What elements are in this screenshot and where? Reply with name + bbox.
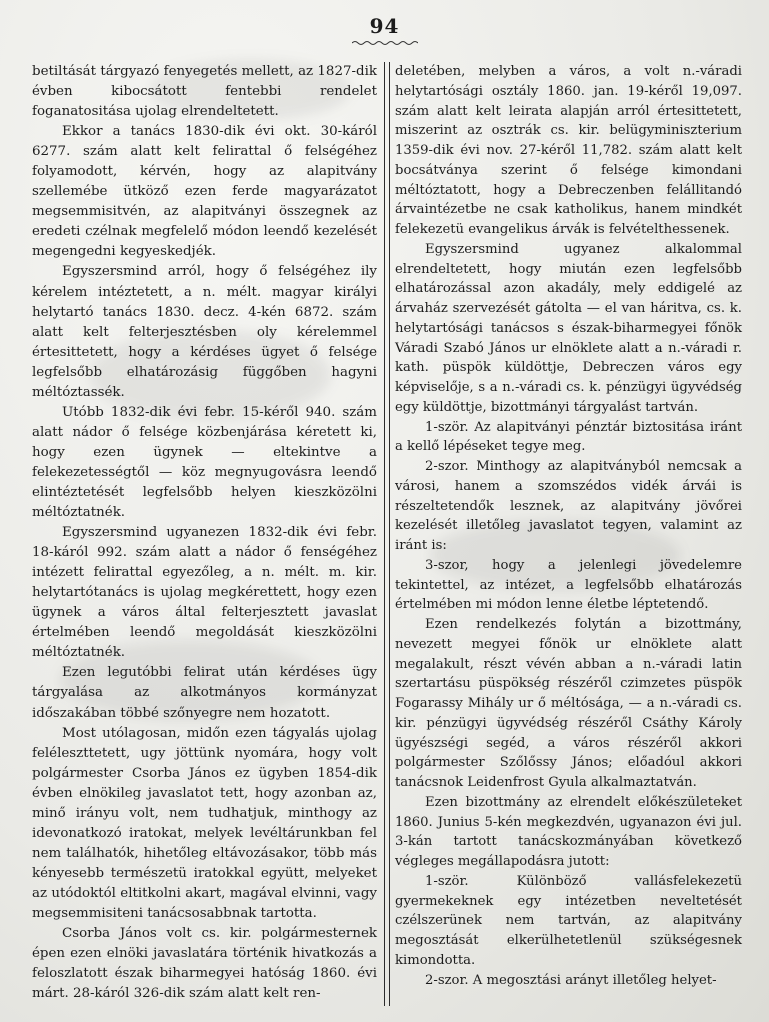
page-number: 94 xyxy=(369,14,400,38)
paragraph: 2-szor. A megosztási arányt illetőleg helyet- xyxy=(425,972,717,988)
paragraph: Ezen legutóbbi felirat után kérdéses ügy tárgyalása az alkotmányos kormányzat időszakában többé szőnyegre nem hozatott. xyxy=(32,665,377,721)
paragraph: Ezen rendelkezés folytán a bizottmány, nevezett megyei főnök ur elnöklete alatt megalakult, részt vévén abban a n.-váradi latin szertartásu püspökség részéről czimzetes püspök Fogarassy Mihály ur ő méltósága, — a n.-váradi cs. kir. pénzügyi ügyvédség részéről Csáthy Károly ügyészségi segéd, a város részéről akkori polgármester Szőlőssy János; előadóul akkori tanácsnok Leidenfrost Gyula alkalmaztatván. xyxy=(395,617,742,790)
paragraph: Egyszersmind ugyanez alkalommal elrendeltetett, hogy miután ezen legfelsőbb elhatározással azon akadály, mely eddigelé az árvaház szervezését gátolta — el van háritva, cs. k. helytartósági tanácsos s észak-biharmegyei főnök Váradi Szabó János ur elnöklete alatt a n.-váradi r. kath. püspök küldöttje, Debreczen város egy képviselője, s a n.-váradi cs. k. pénzügyi ügyvédség egy küldöttje, bizottmányi tárgyalást tartván. xyxy=(395,241,742,415)
paragraph: 1-ször. Különböző vallásfelekezetü gyermekeknek egy intézetben neveltetését czélszerünek nem tartván, az alapitvány megosztását elkerülhetetlenül szükségesnek kimondotta. xyxy=(395,873,742,968)
left-column xyxy=(32,62,377,1004)
paragraph: Egyszersmind ugyanezen 1832-dik évi febr. 18-káról 992. szám alatt a nádor ő fenségéhez intézett felirattal egyezőleg, a n. mélt. m. kir. helytartótanács is ujolag megkérettett, hogy ezen ügynek a város által felterjesztett javaslat értelmében leendő megoldását kieszközölni méltóztatnék. xyxy=(32,525,377,661)
paragraph: 3-szor, hogy a jelenlegi jövedelemre tekintettel, az intézet, a legfelsőbb elhatározás értelmében mi módon lenne életbe léptetendő. xyxy=(395,557,742,613)
paragraph: Ezen bizottmány az elrendelt előkészületeket 1860. Junius 5-kén megkezdvén, ugyanazon évi jul. 3-kán tartott tanácskozmányában következő végleges megállapodásra jutott: xyxy=(395,794,742,869)
paragraph: Ekkor a tanács 1830-dik évi okt. 30-káról 6277. szám alatt kelt felirattal ő felségéhez folyamodott, kérvén, hogy az alapitvány szellemébe ütköző ezen ferde magyarázatot megsemmisitvén, az alapitványi összegnek az eredeti czélnak megfelelő módon leendő kezelését megengedni kegyeskedjék. xyxy=(32,124,377,260)
wavy-rule-ornament xyxy=(352,40,418,46)
column-divider xyxy=(384,62,390,1006)
paragraph: Most utólagosan, midőn ezen tágyalás ujolag feléleszttetett, ugy jöttünk nyomára, hogy volt polgármester Csorba János ez ügyben 1854-dik évben elnökileg javaslatot tett, hogy azonban az, minő irányu volt, nem tudhatjuk, minthogy az idevonatkozó iratokat, melyek levéltárunkban fel nem találhatók, hihetőleg eltávozásakor, több más kényesebb természetü iratokkal együtt, melyeket az utódoktól eltitkolni akart, magával elvinni, vagy megsemmisiteni tanácsosabbnak tartotta. xyxy=(32,725,377,921)
paragraph: Csorba János volt cs. kir. polgármesternek épen ezen elnöki javaslatára történik hivatkozás a feloszlatott észak biharmegyei hatóság 1860. évi márt. 28-káról 326-dik szám alatt kelt ren- xyxy=(32,926,377,1002)
right-column xyxy=(395,62,742,990)
paragraph: Egyszersmind arról, hogy ő felségéhez ily kérelem intéztetett, a n. mélt. magyar királyi helytartó tanács 1830. decz. 4-kén 6872. szám alatt kelt felterjesztésben oly kérelemmel értesittetett, hogy a kérdéses ügyet ő felsége legfelsőbb elhatározásig függőben hagyni méltóztassék. xyxy=(32,264,377,400)
paragraph: Utóbb 1832-dik évi febr. 15-kéről 940. szám alatt nádor ő felsége közbenjárása kéretett ki, hogy ezen ügynek — eltekintve a felekezetességtől — köz megnyugovásra leendő elintéztetését legfelsőbb helyen kieszközölni méltóztatnék. xyxy=(32,404,377,521)
paragraph: 1-ször. Az alapitványi pénztár biztositása iránt a kellő lépéseket tegye meg. xyxy=(395,419,742,455)
paragraph: deletében, melyben a város, a volt n.-váradi helytartósági osztály 1860. jan. 19-kéről 19,097. szám alatt kelt leirata alapján arról értesittetett, miszerint az osztrák cs. kir. belügyminiszterium 1359-dik évi nov. 27-kéről 11,782. szám alatt kelt bocsátványa szerint ő felsége kimondani méltóztatott, hogy a Debreczenben felállitandó árvaintézetbe ne csak katholikus, hanem mindkét felekezetü evangelikus árvák is felvételthessenek. xyxy=(395,64,742,237)
paragraph: 2-szor. Minthogy az alapitványból nemcsak a városi, hanem a szomszédos vidék árvái is részeltetendők lesznek, az alapitvány jövőrei kezelését illetőleg javaslatot tegyen, valamint az iránt is: xyxy=(395,459,742,553)
paragraph: betiltását tárgyazó fenyegetés mellett, az 1827-dik évben kibocsátott fentebbi rendelet foganatositása ujolag elrendeltetett. xyxy=(32,64,377,120)
